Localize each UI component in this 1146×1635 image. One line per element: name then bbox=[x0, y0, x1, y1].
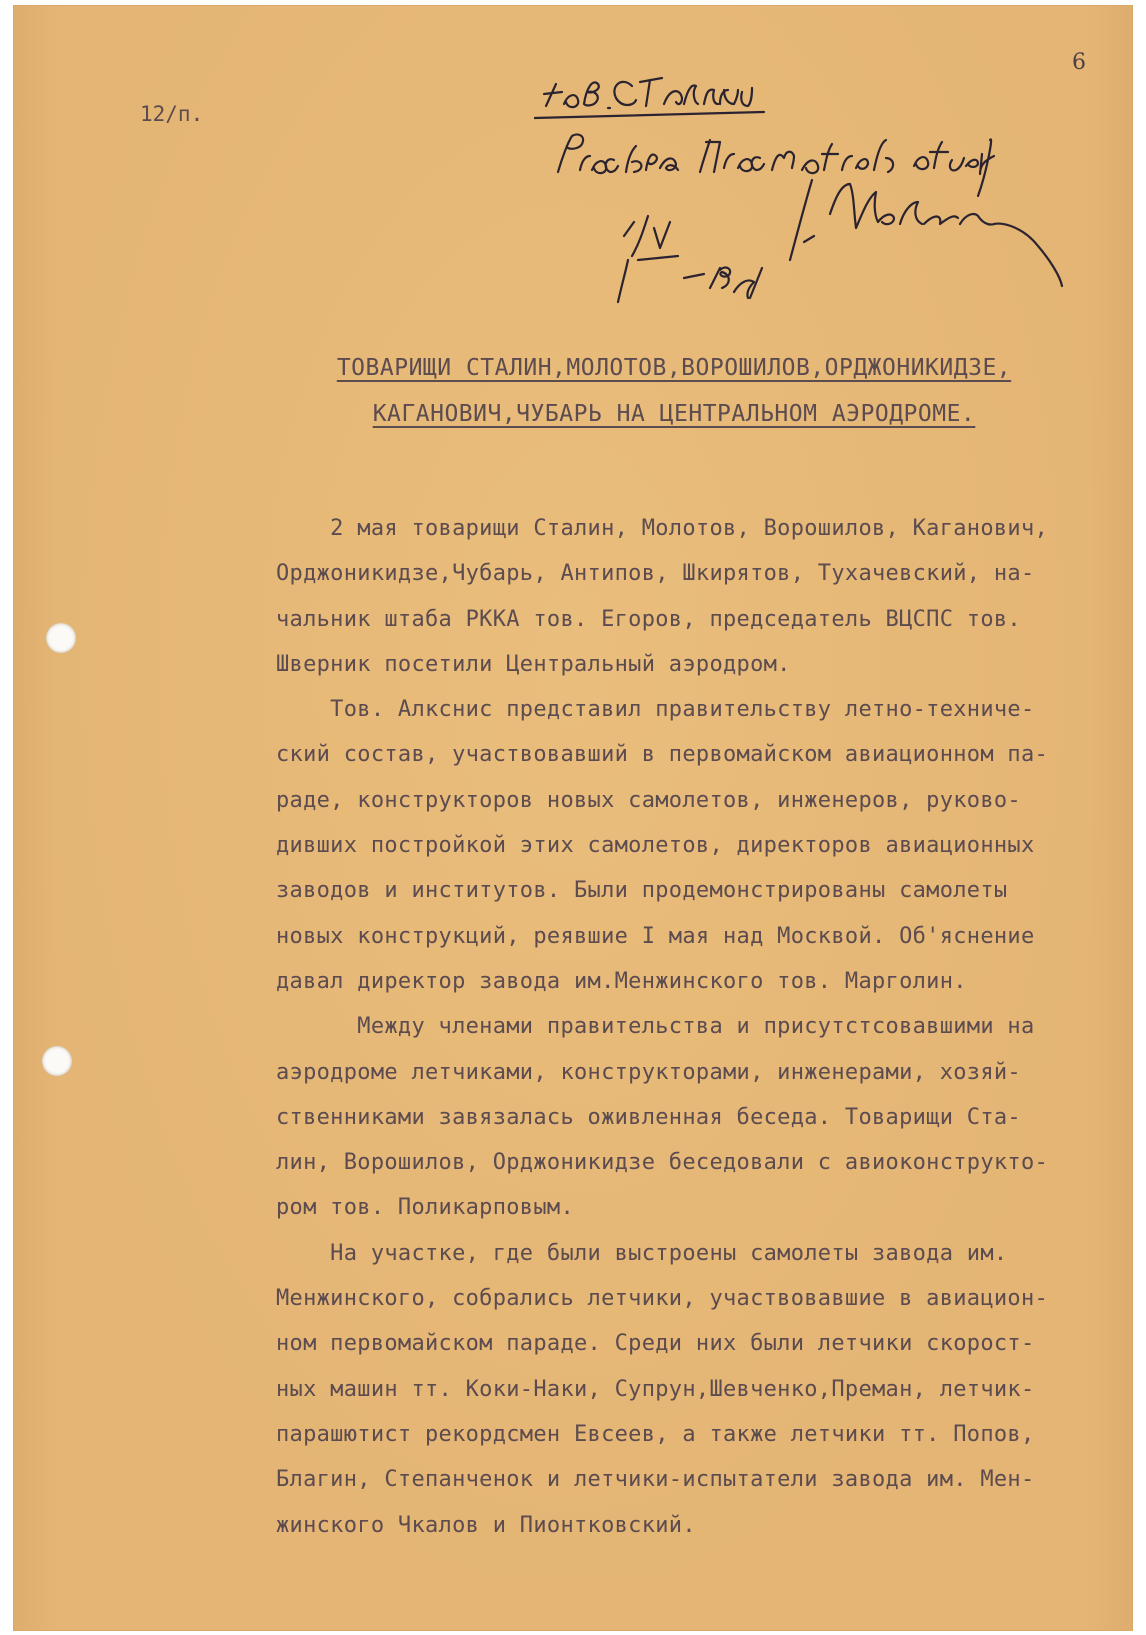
body-line: ский состав, участвовавший в первомайском авиационном па- bbox=[276, 742, 1049, 768]
body-line: Шверник посетили Центральный аэродром. bbox=[276, 651, 791, 677]
body-line: ном первомайском параде. Среди них были летчики скорост- bbox=[276, 1331, 1035, 1357]
body-line: Благин, Степанченок и летчики-испытатели завода им. Мен- bbox=[276, 1467, 1035, 1493]
body-line: Тов. Алкснис представил правительству летно-техниче- bbox=[276, 697, 1035, 723]
body-line: новых конструкций, реявшие I мая над Москвой. Об'яснение bbox=[276, 923, 1035, 949]
body-line: жинского Чкалов и Пионтковский. bbox=[276, 1512, 696, 1538]
body-line: раде, конструкторов новых самолетов, инженеров, руково- bbox=[276, 787, 1021, 813]
document-title-line-2 bbox=[264, 401, 1084, 427]
handwritten-resolution-drawing bbox=[534, 46, 1094, 326]
page-number: 6 bbox=[1072, 50, 1086, 75]
body-line: Менжинского, собрались летчики, участвовавшие в авиацион- bbox=[276, 1286, 1049, 1312]
punch-hole-top bbox=[46, 623, 76, 653]
body-line: Орджоникидзе,Чубарь, Антипов, Шкирятов, Тухачевский, на- bbox=[276, 561, 1035, 587]
document-page bbox=[14, 6, 1132, 1630]
body-line: Между членами правительства и присутстсовавшими на bbox=[276, 1014, 1035, 1040]
punch-hole-bottom bbox=[42, 1046, 72, 1076]
body-line: заводов и институтов. Были продемонстрированы самолеты bbox=[276, 878, 1008, 904]
body-line: 2 мая товарищи Сталин, Молотов, Ворошилов, Каганович, bbox=[276, 516, 1049, 541]
body-line: чальник штаба РККА тов. Егоров, председатель ВЦСПС тов. bbox=[276, 606, 1021, 632]
title-line-2-text: КАГАНОВИЧ,ЧУБАРЬ НА ЦЕНТРАЛЬНОМ АЭРОДРОМЕ. bbox=[372, 401, 976, 427]
document-title-line-1 bbox=[264, 355, 1084, 381]
body-line: парашютист рекордсмен Евсеев, а также летчики тт. Попов, bbox=[276, 1421, 1035, 1447]
body-line: дивших постройкой этих самолетов, директоров авиационных bbox=[276, 833, 1035, 859]
body-line: лин, Ворошилов, Орджоникидзе беседовали с авиоконструкто- bbox=[276, 1150, 1049, 1176]
document-body bbox=[276, 506, 1126, 1548]
body-line: ных машин тт. Коки-Наки, Супрун,Шевченко,Преман, летчик- bbox=[276, 1376, 1035, 1402]
title-line-1-text: ТОВАРИЩИ СТАЛИН,МОЛОТОВ,ВОРОШИЛОВ,ОРДЖОНИКИДЗЕ, bbox=[336, 355, 1012, 381]
body-line: давал директор завода им.Менжинского тов. Марголин. bbox=[276, 968, 967, 994]
body-line: ственниками завязалась оживленная беседа. Товарищи Ста- bbox=[276, 1104, 1021, 1130]
body-line: На участке, где были выстроены самолеты завода им. bbox=[276, 1240, 1008, 1266]
handwritten-resolution bbox=[534, 46, 1094, 326]
body-line: аэродроме летчиками, конструкторами, инженерами, хозяй- bbox=[276, 1059, 1021, 1085]
body-line: ром тов. Поликарповым. bbox=[276, 1195, 574, 1221]
document-reference: 12/п. bbox=[140, 102, 204, 126]
